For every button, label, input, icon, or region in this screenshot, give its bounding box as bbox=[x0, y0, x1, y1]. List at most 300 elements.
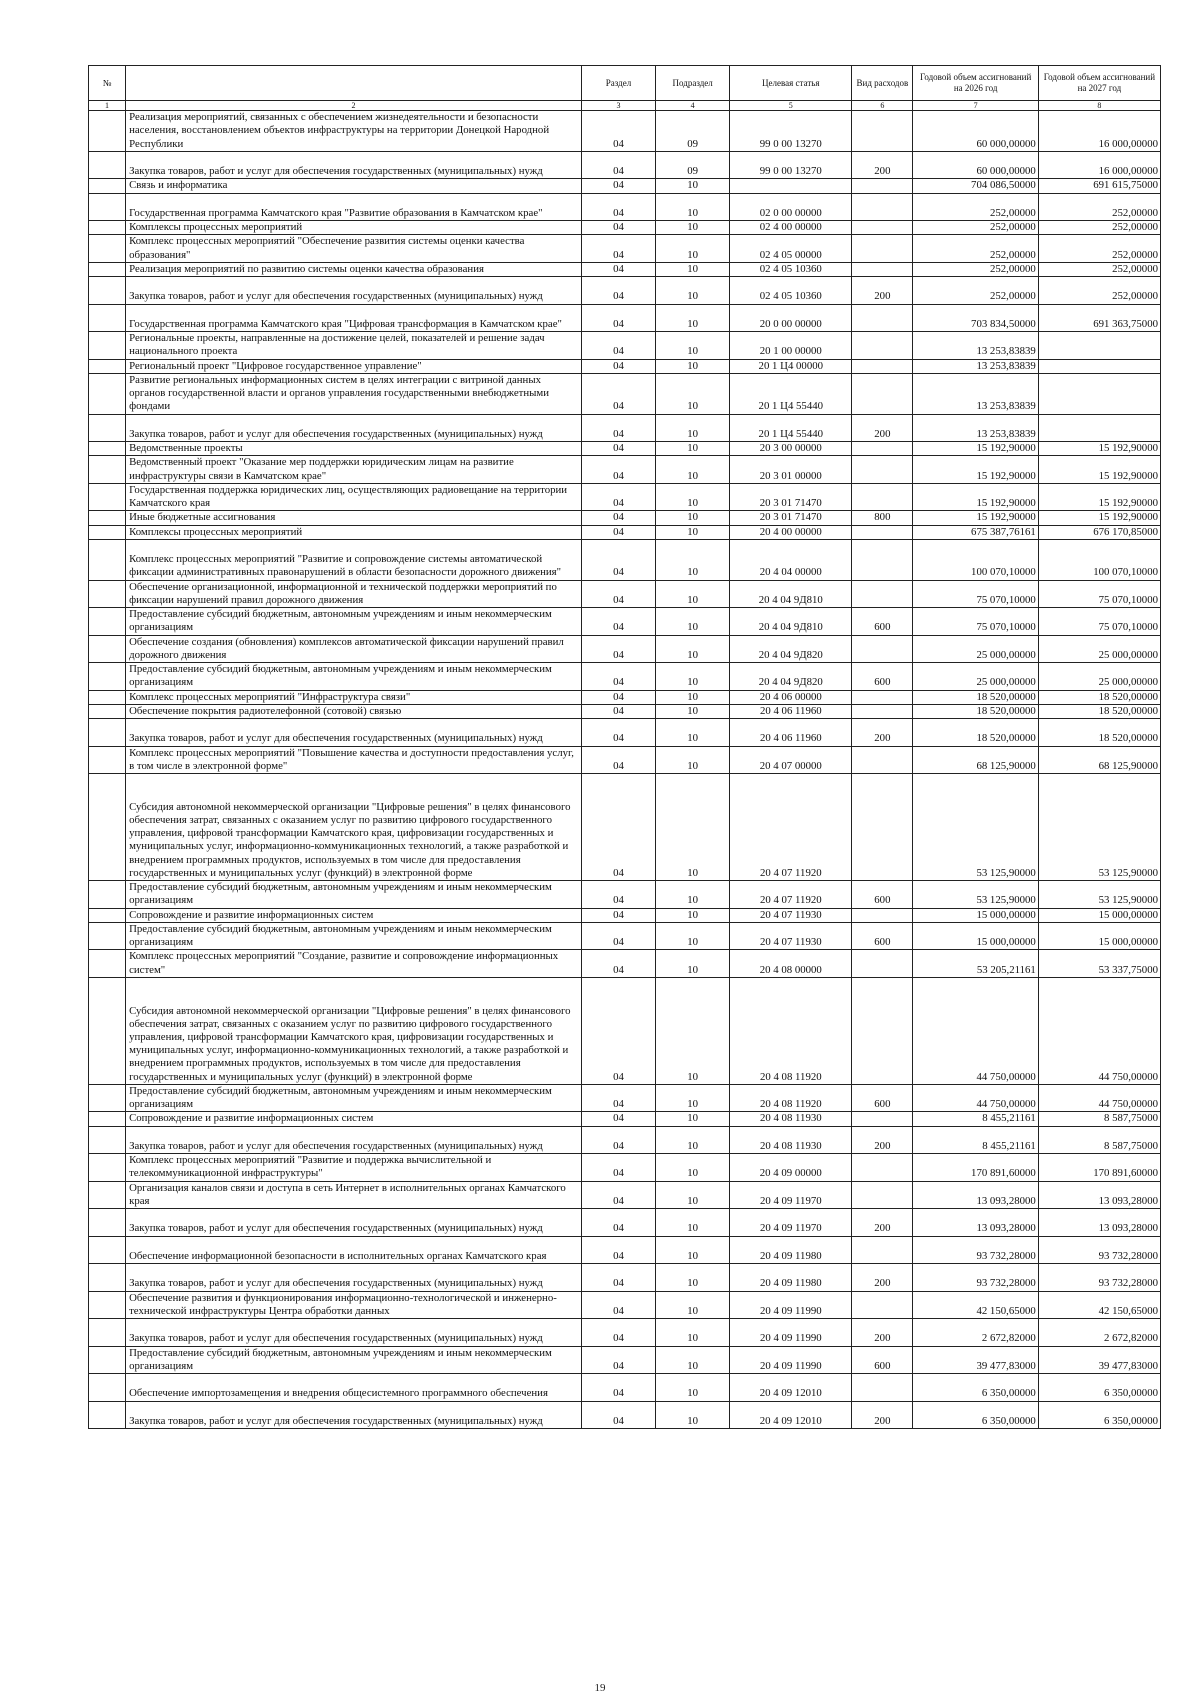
target-cell: 20 4 09 11970 bbox=[730, 1209, 852, 1237]
num-cell bbox=[89, 1126, 126, 1154]
amount-2027-cell: 15 192,90000 bbox=[1038, 483, 1160, 511]
amount-2026-cell: 6 350,00000 bbox=[913, 1401, 1038, 1429]
vid-cell bbox=[852, 1181, 913, 1209]
table-row bbox=[89, 332, 1161, 360]
razdel-cell: 04 bbox=[581, 151, 655, 179]
razdel-cell: 04 bbox=[581, 456, 655, 484]
num-cell bbox=[89, 304, 126, 332]
name-cell: Субсидия автономной некоммерческой организации "Цифровые решения" в целях финансового обеспечения затрат, связанных с оказанием услуг по развитию цифрового государственного управления, цифровой трансформации Камчатского края, цифровизации государственных и муниципальных услуг, информационно-коммуникационных технологий, а также разработкой и внедрением программных продуктов, используемых в том числе для предоставления государственных и муниципальных услуг (функций) в электронной форме bbox=[126, 774, 582, 881]
amount-2026-cell: 6 350,00000 bbox=[913, 1374, 1038, 1402]
vid-cell bbox=[852, 746, 913, 774]
vid-cell bbox=[852, 221, 913, 235]
amount-2026-cell: 675 387,76161 bbox=[913, 525, 1038, 539]
vid-cell bbox=[852, 977, 913, 1084]
vid-cell bbox=[852, 1374, 913, 1402]
target-cell: 20 4 09 00000 bbox=[730, 1154, 852, 1182]
target-cell: 20 4 07 11920 bbox=[730, 774, 852, 881]
amount-2027-cell: 691 363,75000 bbox=[1038, 304, 1160, 332]
header-podrazdel: Подраздел bbox=[656, 66, 730, 101]
name-cell: Комплексы процессных мероприятий bbox=[126, 221, 582, 235]
amount-2027-cell: 18 520,00000 bbox=[1038, 690, 1160, 704]
target-cell: 02 4 05 00000 bbox=[730, 235, 852, 263]
header-index: 4 bbox=[656, 101, 730, 111]
num-cell bbox=[89, 1112, 126, 1126]
target-cell: 20 4 08 11930 bbox=[730, 1126, 852, 1154]
vid-cell: 600 bbox=[852, 922, 913, 950]
podrazdel-cell: 10 bbox=[656, 373, 730, 414]
podrazdel-cell: 10 bbox=[656, 193, 730, 221]
vid-cell: 600 bbox=[852, 1084, 913, 1112]
amount-2026-cell: 18 520,00000 bbox=[913, 704, 1038, 718]
razdel-cell: 04 bbox=[581, 977, 655, 1084]
num-cell bbox=[89, 414, 126, 442]
amount-2026-cell: 15 192,90000 bbox=[913, 456, 1038, 484]
num-cell bbox=[89, 1319, 126, 1347]
table-body bbox=[89, 111, 1161, 1429]
amount-2027-cell bbox=[1038, 332, 1160, 360]
amount-2026-cell: 8 455,21161 bbox=[913, 1126, 1038, 1154]
razdel-cell: 04 bbox=[581, 359, 655, 373]
name-cell: Предоставление субсидий бюджетным, автономным учреждениям и иным некоммерческим организациям bbox=[126, 1084, 582, 1112]
razdel-cell: 04 bbox=[581, 908, 655, 922]
target-cell: 20 4 09 11990 bbox=[730, 1319, 852, 1347]
podrazdel-cell: 10 bbox=[656, 1236, 730, 1264]
table-row bbox=[89, 663, 1161, 691]
target-cell: 20 4 07 11930 bbox=[730, 922, 852, 950]
num-cell bbox=[89, 950, 126, 978]
vid-cell: 200 bbox=[852, 277, 913, 305]
budget-table bbox=[88, 65, 1161, 1429]
amount-2026-cell: 252,00000 bbox=[913, 235, 1038, 263]
razdel-cell: 04 bbox=[581, 262, 655, 276]
num-cell bbox=[89, 539, 126, 580]
name-cell: Иные бюджетные ассигнования bbox=[126, 511, 582, 525]
name-cell: Обеспечение развития и функционирования информационно-технологической и инженерно-технической инфраструктуры Центра обработки данных bbox=[126, 1291, 582, 1319]
table-row bbox=[89, 774, 1161, 881]
razdel-cell: 04 bbox=[581, 881, 655, 909]
target-cell: 20 4 07 00000 bbox=[730, 746, 852, 774]
amount-2026-cell: 703 834,50000 bbox=[913, 304, 1038, 332]
num-cell bbox=[89, 221, 126, 235]
name-cell: Предоставление субсидий бюджетным, автономным учреждениям и иным некоммерческим организациям bbox=[126, 1346, 582, 1374]
name-cell: Обеспечение информационной безопасности в исполнительных органах Камчатского края bbox=[126, 1236, 582, 1264]
podrazdel-cell: 10 bbox=[656, 704, 730, 718]
amount-2026-cell: 13 253,83839 bbox=[913, 373, 1038, 414]
table-row bbox=[89, 1346, 1161, 1374]
target-cell: 02 4 00 00000 bbox=[730, 221, 852, 235]
amount-2026-cell: 13 253,83839 bbox=[913, 414, 1038, 442]
amount-2027-cell: 42 150,65000 bbox=[1038, 1291, 1160, 1319]
amount-2026-cell: 93 732,28000 bbox=[913, 1236, 1038, 1264]
target-cell: 20 1 Ц4 55440 bbox=[730, 414, 852, 442]
table-row bbox=[89, 977, 1161, 1084]
amount-2027-cell: 8 587,75000 bbox=[1038, 1126, 1160, 1154]
num-cell bbox=[89, 262, 126, 276]
header-target: Целевая статья bbox=[730, 66, 852, 101]
num-cell bbox=[89, 456, 126, 484]
amount-2026-cell: 18 520,00000 bbox=[913, 719, 1038, 747]
amount-2027-cell: 25 000,00000 bbox=[1038, 635, 1160, 663]
table-row bbox=[89, 111, 1161, 152]
name-cell: Региональный проект "Цифровое государственное управление" bbox=[126, 359, 582, 373]
razdel-cell: 04 bbox=[581, 690, 655, 704]
num-cell bbox=[89, 881, 126, 909]
podrazdel-cell: 10 bbox=[656, 1291, 730, 1319]
razdel-cell: 04 bbox=[581, 1126, 655, 1154]
target-cell: 20 4 04 9Д810 bbox=[730, 608, 852, 636]
target-cell: 20 0 00 00000 bbox=[730, 304, 852, 332]
page-number: 19 bbox=[594, 1682, 606, 1694]
podrazdel-cell: 10 bbox=[656, 262, 730, 276]
razdel-cell: 04 bbox=[581, 1181, 655, 1209]
name-cell: Реализация мероприятий, связанных с обеспечением жизнедеятельности и безопасности населения, восстановлением объектов инфраструктуры на территории Донецкой Народной Республики bbox=[126, 111, 582, 152]
razdel-cell: 04 bbox=[581, 483, 655, 511]
amount-2027-cell: 75 070,10000 bbox=[1038, 580, 1160, 608]
target-cell: 99 0 00 13270 bbox=[730, 151, 852, 179]
name-cell: Комплекс процессных мероприятий "Повышение качества и доступности предоставления услуг, в том числе в электронной форме" bbox=[126, 746, 582, 774]
razdel-cell: 04 bbox=[581, 277, 655, 305]
name-cell: Региональные проекты, направленные на достижение целей, показателей и решение задач национального проекта bbox=[126, 332, 582, 360]
razdel-cell: 04 bbox=[581, 111, 655, 152]
amount-2027-cell: 16 000,00000 bbox=[1038, 151, 1160, 179]
table-row bbox=[89, 1264, 1161, 1292]
header-vid: Вид расходов bbox=[852, 66, 913, 101]
num-cell bbox=[89, 359, 126, 373]
name-cell: Закупка товаров, работ и услуг для обеспечения государственных (муниципальных) нужд bbox=[126, 277, 582, 305]
table-row bbox=[89, 483, 1161, 511]
amount-2026-cell: 8 455,21161 bbox=[913, 1112, 1038, 1126]
name-cell: Комплекс процессных мероприятий "Создание, развитие и сопровождение информационных систем" bbox=[126, 950, 582, 978]
vid-cell bbox=[852, 950, 913, 978]
target-cell: 20 4 04 9Д820 bbox=[730, 663, 852, 691]
num-cell bbox=[89, 1291, 126, 1319]
amount-2027-cell: 252,00000 bbox=[1038, 193, 1160, 221]
num-cell bbox=[89, 1209, 126, 1237]
vid-cell bbox=[852, 304, 913, 332]
vid-cell: 600 bbox=[852, 881, 913, 909]
amount-2026-cell: 25 000,00000 bbox=[913, 663, 1038, 691]
table-row bbox=[89, 1154, 1161, 1182]
amount-2027-cell: 170 891,60000 bbox=[1038, 1154, 1160, 1182]
amount-2027-cell: 53 125,90000 bbox=[1038, 881, 1160, 909]
razdel-cell: 04 bbox=[581, 414, 655, 442]
amount-2026-cell: 39 477,83000 bbox=[913, 1346, 1038, 1374]
amount-2027-cell: 252,00000 bbox=[1038, 262, 1160, 276]
table-row bbox=[89, 277, 1161, 305]
name-cell: Связь и информатика bbox=[126, 179, 582, 193]
name-cell: Закупка товаров, работ и услуг для обеспечения государственных (муниципальных) нужд bbox=[126, 1209, 582, 1237]
target-cell: 20 4 09 11980 bbox=[730, 1236, 852, 1264]
podrazdel-cell: 10 bbox=[656, 179, 730, 193]
table-row bbox=[89, 690, 1161, 704]
amount-2026-cell: 68 125,90000 bbox=[913, 746, 1038, 774]
podrazdel-cell: 10 bbox=[656, 414, 730, 442]
amount-2026-cell: 18 520,00000 bbox=[913, 690, 1038, 704]
table-row bbox=[89, 1319, 1161, 1347]
podrazdel-cell: 10 bbox=[656, 359, 730, 373]
name-cell: Предоставление субсидий бюджетным, автономным учреждениям и иным некоммерческим организациям bbox=[126, 663, 582, 691]
target-cell: 20 4 06 11960 bbox=[730, 719, 852, 747]
table-row bbox=[89, 235, 1161, 263]
amount-2027-cell: 8 587,75000 bbox=[1038, 1112, 1160, 1126]
num-cell bbox=[89, 442, 126, 456]
target-cell: 20 4 09 11990 bbox=[730, 1291, 852, 1319]
num-cell bbox=[89, 332, 126, 360]
table-row bbox=[89, 151, 1161, 179]
razdel-cell: 04 bbox=[581, 580, 655, 608]
num-cell bbox=[89, 1181, 126, 1209]
budget-table-sheet bbox=[88, 65, 1161, 1429]
name-cell: Закупка товаров, работ и услуг для обеспечения государственных (муниципальных) нужд bbox=[126, 719, 582, 747]
num-cell bbox=[89, 774, 126, 881]
amount-2027-cell: 15 000,00000 bbox=[1038, 908, 1160, 922]
amount-2026-cell: 13 253,83839 bbox=[913, 332, 1038, 360]
table-row bbox=[89, 746, 1161, 774]
razdel-cell: 04 bbox=[581, 332, 655, 360]
podrazdel-cell: 10 bbox=[656, 881, 730, 909]
name-cell: Сопровождение и развитие информационных систем bbox=[126, 1112, 582, 1126]
table-row bbox=[89, 1112, 1161, 1126]
podrazdel-cell: 10 bbox=[656, 221, 730, 235]
vid-cell: 200 bbox=[852, 151, 913, 179]
name-cell: Ведомственные проекты bbox=[126, 442, 582, 456]
table-row bbox=[89, 1291, 1161, 1319]
podrazdel-cell: 10 bbox=[656, 511, 730, 525]
podrazdel-cell: 10 bbox=[656, 663, 730, 691]
vid-cell bbox=[852, 635, 913, 663]
amount-2026-cell: 60 000,00000 bbox=[913, 111, 1038, 152]
vid-cell bbox=[852, 373, 913, 414]
target-cell: 02 4 05 10360 bbox=[730, 277, 852, 305]
razdel-cell: 04 bbox=[581, 1236, 655, 1264]
target-cell: 02 4 05 10360 bbox=[730, 262, 852, 276]
name-cell: Предоставление субсидий бюджетным, автономным учреждениям и иным некоммерческим организациям bbox=[126, 608, 582, 636]
target-cell: 20 4 04 9Д810 bbox=[730, 580, 852, 608]
num-cell bbox=[89, 704, 126, 718]
name-cell: Государственная программа Камчатского края "Развитие образования в Камчатском крае" bbox=[126, 193, 582, 221]
vid-cell bbox=[852, 908, 913, 922]
podrazdel-cell: 10 bbox=[656, 442, 730, 456]
podrazdel-cell: 10 bbox=[656, 608, 730, 636]
razdel-cell: 04 bbox=[581, 1112, 655, 1126]
amount-2026-cell: 13 093,28000 bbox=[913, 1209, 1038, 1237]
header-num: № bbox=[89, 66, 126, 101]
num-cell bbox=[89, 580, 126, 608]
razdel-cell: 04 bbox=[581, 525, 655, 539]
podrazdel-cell: 09 bbox=[656, 151, 730, 179]
amount-2026-cell: 75 070,10000 bbox=[913, 580, 1038, 608]
num-cell bbox=[89, 151, 126, 179]
vid-cell bbox=[852, 525, 913, 539]
target-cell: 20 4 07 11930 bbox=[730, 908, 852, 922]
table-header bbox=[89, 66, 1161, 111]
table-row bbox=[89, 1236, 1161, 1264]
target-cell: 20 4 04 9Д820 bbox=[730, 635, 852, 663]
amount-2027-cell: 6 350,00000 bbox=[1038, 1401, 1160, 1429]
table-row bbox=[89, 580, 1161, 608]
razdel-cell: 04 bbox=[581, 235, 655, 263]
razdel-cell: 04 bbox=[581, 511, 655, 525]
amount-2027-cell: 25 000,00000 bbox=[1038, 663, 1160, 691]
name-cell: Ведомственный проект "Оказание мер поддержки юридическим лицам на развитие инфраструктуры связи в Камчатском крае" bbox=[126, 456, 582, 484]
name-cell: Субсидия автономной некоммерческой организации "Цифровые решения" в целях финансового обеспечения затрат, связанных с оказанием услуг по развитию цифрового государственного управления, цифровой трансформации Камчатского края, цифровизации государственных и муниципальных услуг, информационно-коммуникационных технологий, а также разработкой и внедрением программных продуктов, используемых в том числе для предоставления государственных и муниципальных услуг (функций) в электронной форме bbox=[126, 977, 582, 1084]
amount-2026-cell: 25 000,00000 bbox=[913, 635, 1038, 663]
table-row bbox=[89, 179, 1161, 193]
vid-cell bbox=[852, 262, 913, 276]
num-cell bbox=[89, 373, 126, 414]
razdel-cell: 04 bbox=[581, 950, 655, 978]
amount-2027-cell: 18 520,00000 bbox=[1038, 719, 1160, 747]
razdel-cell: 04 bbox=[581, 1154, 655, 1182]
razdel-cell: 04 bbox=[581, 193, 655, 221]
target-cell: 20 4 09 11980 bbox=[730, 1264, 852, 1292]
vid-cell bbox=[852, 1154, 913, 1182]
name-cell: Сопровождение и развитие информационных систем bbox=[126, 908, 582, 922]
table-row bbox=[89, 456, 1161, 484]
amount-2027-cell: 252,00000 bbox=[1038, 277, 1160, 305]
podrazdel-cell: 10 bbox=[656, 1112, 730, 1126]
amount-2026-cell: 53 205,21161 bbox=[913, 950, 1038, 978]
table-row bbox=[89, 1084, 1161, 1112]
header-index: 6 bbox=[852, 101, 913, 111]
razdel-cell: 04 bbox=[581, 1291, 655, 1319]
amount-2026-cell: 42 150,65000 bbox=[913, 1291, 1038, 1319]
amount-2026-cell: 44 750,00000 bbox=[913, 1084, 1038, 1112]
vid-cell: 200 bbox=[852, 1319, 913, 1347]
podrazdel-cell: 10 bbox=[656, 1319, 730, 1347]
name-cell: Закупка товаров, работ и услуг для обеспечения государственных (муниципальных) нужд bbox=[126, 414, 582, 442]
razdel-cell: 04 bbox=[581, 304, 655, 332]
vid-cell: 800 bbox=[852, 511, 913, 525]
razdel-cell: 04 bbox=[581, 1374, 655, 1402]
podrazdel-cell: 10 bbox=[656, 539, 730, 580]
podrazdel-cell: 10 bbox=[656, 635, 730, 663]
table-row bbox=[89, 1126, 1161, 1154]
razdel-cell: 04 bbox=[581, 1084, 655, 1112]
vid-cell: 200 bbox=[852, 1126, 913, 1154]
table-row bbox=[89, 1401, 1161, 1429]
razdel-cell: 04 bbox=[581, 539, 655, 580]
target-cell: 20 4 08 00000 bbox=[730, 950, 852, 978]
vid-cell bbox=[852, 1236, 913, 1264]
target-cell: 20 4 08 11930 bbox=[730, 1112, 852, 1126]
razdel-cell: 04 bbox=[581, 774, 655, 881]
amount-2026-cell: 53 125,90000 bbox=[913, 774, 1038, 881]
header-index: 8 bbox=[1038, 101, 1160, 111]
name-cell: Обеспечение организационной, информационной и технической поддержки мероприятий по фиксации нарушений правил дорожного движения bbox=[126, 580, 582, 608]
target-cell: 20 3 00 00000 bbox=[730, 442, 852, 456]
vid-cell bbox=[852, 193, 913, 221]
vid-cell bbox=[852, 359, 913, 373]
vid-cell bbox=[852, 539, 913, 580]
num-cell bbox=[89, 179, 126, 193]
num-cell bbox=[89, 525, 126, 539]
target-cell: 20 4 04 00000 bbox=[730, 539, 852, 580]
target-cell: 20 3 01 00000 bbox=[730, 456, 852, 484]
vid-cell: 600 bbox=[852, 1346, 913, 1374]
podrazdel-cell: 10 bbox=[656, 483, 730, 511]
table-row bbox=[89, 608, 1161, 636]
amount-2026-cell: 75 070,10000 bbox=[913, 608, 1038, 636]
amount-2027-cell: 13 093,28000 bbox=[1038, 1209, 1160, 1237]
vid-cell: 600 bbox=[852, 663, 913, 691]
vid-cell: 200 bbox=[852, 1401, 913, 1429]
vid-cell bbox=[852, 580, 913, 608]
name-cell: Закупка товаров, работ и услуг для обеспечения государственных (муниципальных) нужд bbox=[126, 1401, 582, 1429]
name-cell: Обеспечение импортозамещения и внедрения общесистемного программного обеспечения bbox=[126, 1374, 582, 1402]
podrazdel-cell: 09 bbox=[656, 111, 730, 152]
amount-2027-cell: 18 520,00000 bbox=[1038, 704, 1160, 718]
vid-cell bbox=[852, 111, 913, 152]
podrazdel-cell: 10 bbox=[656, 1181, 730, 1209]
vid-cell bbox=[852, 1291, 913, 1319]
vid-cell bbox=[852, 332, 913, 360]
amount-2026-cell: 100 070,10000 bbox=[913, 539, 1038, 580]
vid-cell: 200 bbox=[852, 1264, 913, 1292]
header-2026: Годовой объем ассигнований на 2026 год bbox=[913, 66, 1038, 101]
razdel-cell: 04 bbox=[581, 1209, 655, 1237]
vid-cell bbox=[852, 690, 913, 704]
name-cell: Закупка товаров, работ и услуг для обеспечения государственных (муниципальных) нужд bbox=[126, 151, 582, 179]
target-cell: 99 0 00 13270 bbox=[730, 111, 852, 152]
table-row bbox=[89, 511, 1161, 525]
num-cell bbox=[89, 235, 126, 263]
amount-2027-cell: 100 070,10000 bbox=[1038, 539, 1160, 580]
table-row bbox=[89, 221, 1161, 235]
vid-cell bbox=[852, 704, 913, 718]
table-row bbox=[89, 525, 1161, 539]
num-cell bbox=[89, 1401, 126, 1429]
amount-2027-cell: 93 732,28000 bbox=[1038, 1264, 1160, 1292]
num-cell bbox=[89, 908, 126, 922]
amount-2027-cell: 93 732,28000 bbox=[1038, 1236, 1160, 1264]
amount-2027-cell: 53 337,75000 bbox=[1038, 950, 1160, 978]
num-cell bbox=[89, 922, 126, 950]
table-row bbox=[89, 950, 1161, 978]
target-cell: 20 4 09 11990 bbox=[730, 1346, 852, 1374]
name-cell: Развитие региональных информационных систем в целях интеграции с витриной данных органов государственной власти и органов управления государственными внебюджетными фондами bbox=[126, 373, 582, 414]
num-cell bbox=[89, 483, 126, 511]
podrazdel-cell: 10 bbox=[656, 580, 730, 608]
amount-2027-cell: 44 750,00000 bbox=[1038, 1084, 1160, 1112]
target-cell: 20 3 01 71470 bbox=[730, 511, 852, 525]
num-cell bbox=[89, 663, 126, 691]
razdel-cell: 04 bbox=[581, 663, 655, 691]
name-cell: Комплекс процессных мероприятий "Развитие и сопровождение системы автоматической фиксации административных правонарушений в области безопасности дорожного движения" bbox=[126, 539, 582, 580]
razdel-cell: 04 bbox=[581, 704, 655, 718]
vid-cell bbox=[852, 179, 913, 193]
amount-2026-cell: 15 192,90000 bbox=[913, 442, 1038, 456]
name-cell: Государственная программа Камчатского края "Цифровая трансформация в Камчатском крае" bbox=[126, 304, 582, 332]
header-index: 7 bbox=[913, 101, 1038, 111]
podrazdel-cell: 10 bbox=[656, 332, 730, 360]
razdel-cell: 04 bbox=[581, 1401, 655, 1429]
amount-2026-cell: 93 732,28000 bbox=[913, 1264, 1038, 1292]
vid-cell bbox=[852, 442, 913, 456]
amount-2027-cell: 691 615,75000 bbox=[1038, 179, 1160, 193]
name-cell: Комплекс процессных мероприятий "Развитие и поддержка вычислительной и телекоммуникационной инфраструктуры" bbox=[126, 1154, 582, 1182]
table-row bbox=[89, 719, 1161, 747]
table-row bbox=[89, 1181, 1161, 1209]
amount-2027-cell bbox=[1038, 373, 1160, 414]
amount-2027-cell: 68 125,90000 bbox=[1038, 746, 1160, 774]
num-cell bbox=[89, 1236, 126, 1264]
num-cell bbox=[89, 1084, 126, 1112]
amount-2027-cell: 2 672,82000 bbox=[1038, 1319, 1160, 1347]
name-cell: Реализация мероприятий по развитию системы оценки качества образования bbox=[126, 262, 582, 276]
razdel-cell: 04 bbox=[581, 608, 655, 636]
amount-2027-cell: 676 170,85000 bbox=[1038, 525, 1160, 539]
